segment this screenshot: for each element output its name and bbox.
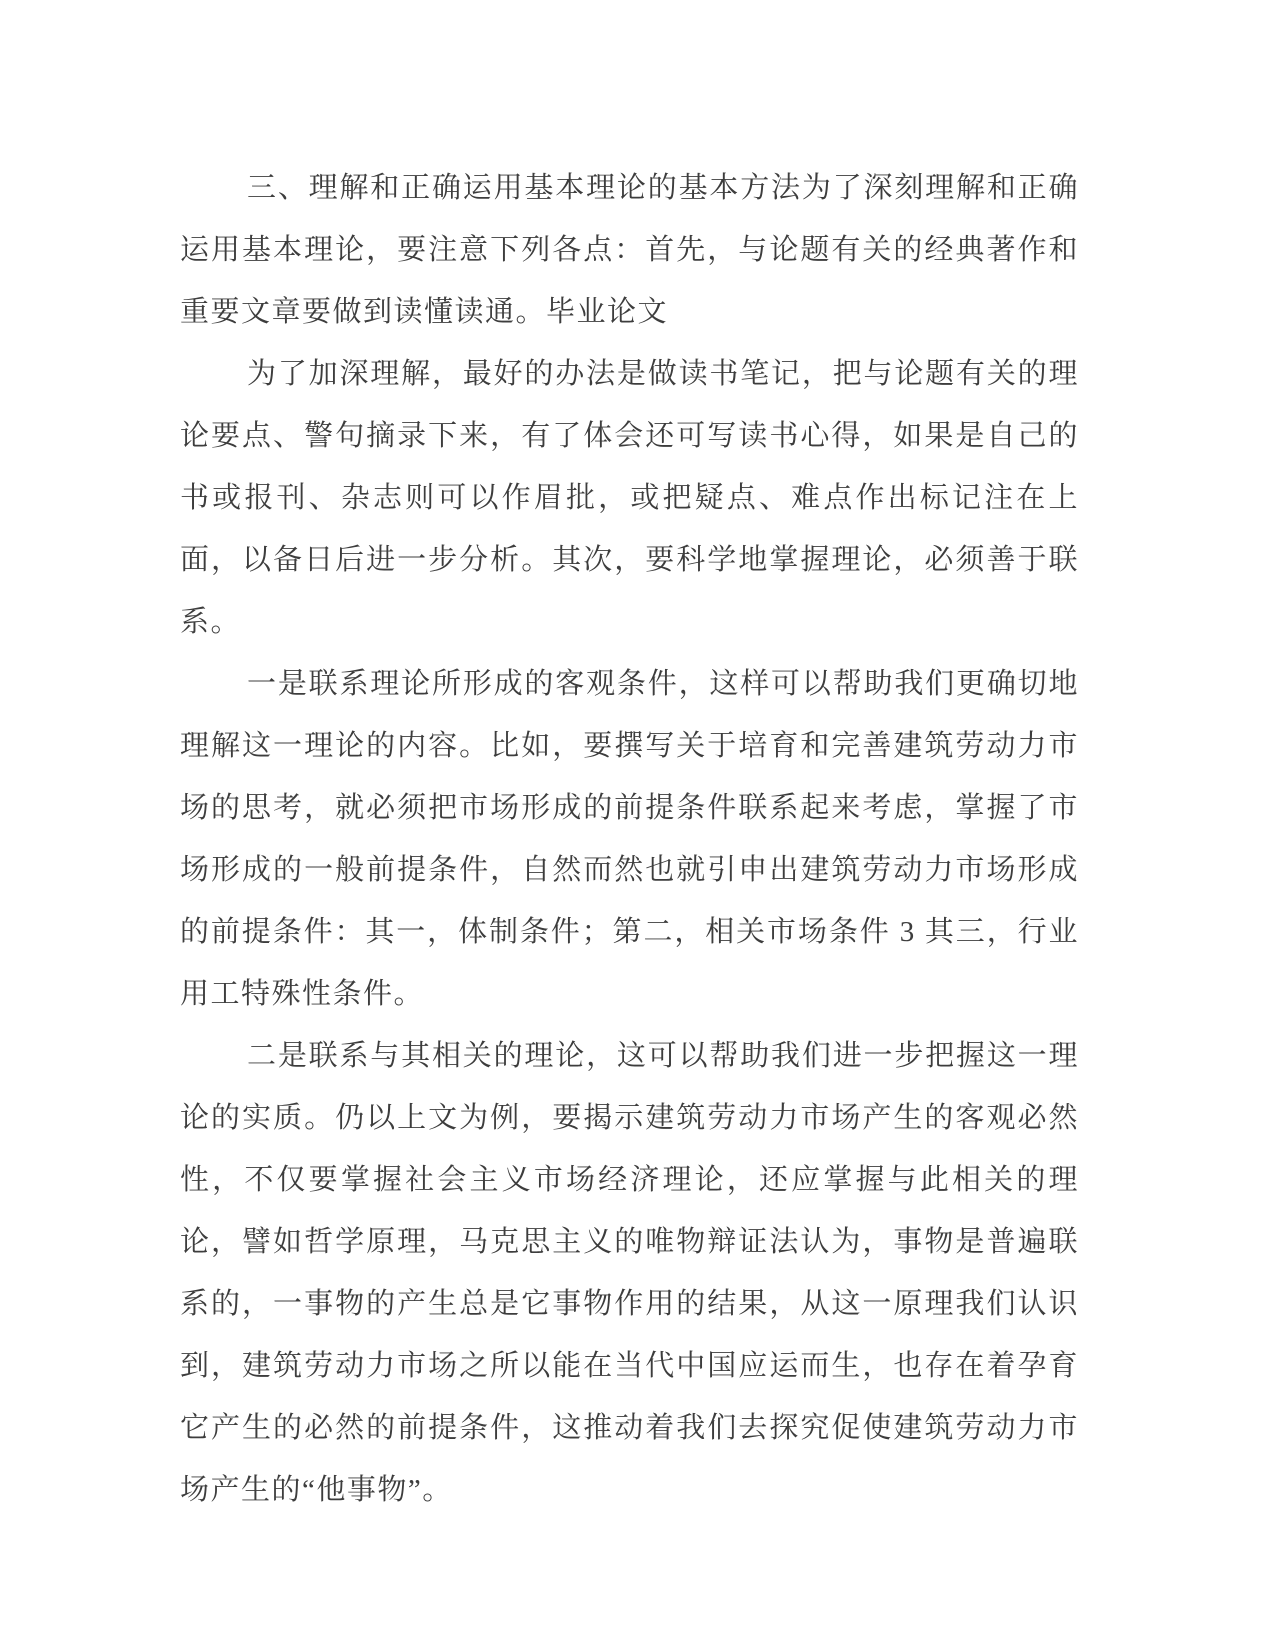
paragraph-1: 三、理解和正确运用基本理论的基本方法为了深刻理解和正确运用基本理论，要注意下列各点：首先，与论题有关的经典著作和重要文章要做到读懂读通。毕业论文 — [180, 172, 1079, 328]
paragraph-4: 二是联系与其相关的理论，这可以帮助我们进一步把握这一理论的实质。仍以上文为例，要揭示建筑劳动力市场产生的客观必然性，不仅要掌握社会主义市场经济理论，还应掌握与此相关的理论，譬如哲学原理，马克思主义的唯物辩证法认为，事物是普遍联系的，一事物的产生总是它事物作用的结果，从这一原理我们认识到，建筑劳动力市场之所以能在当代中国应运而生，也存在着孕育它产生的必然的前提条件，这推动着我们去探究促使建筑劳动力市场产生的“他事物”。 — [180, 1040, 1079, 1506]
paragraph-2: 为了加深理解，最好的办法是做读书笔记，把与论题有关的理论要点、警句摘录下来，有了体会还可写读书心得，如果是自己的书或报刊、杂志则可以作眉批，或把疑点、难点作出标记注在上面，以备日后进一步分析。其次，要科学地掌握理论，必须善于联系。 — [180, 358, 1079, 638]
paragraph-3: 一是联系理论所形成的客观条件，这样可以帮助我们更确切地理解这一理论的内容。比如，要撰写关于培育和完善建筑劳动力市场的思考，就必须把市场形成的前提条件联系起来考虑，掌握了市场形成的一般前提条件，自然而然也就引申出建筑劳动力市场形成的前提条件：其一，体制条件；第二，相关市场条件 3 其三，行业用工特殊性条件。 — [180, 668, 1079, 1010]
document-body — [180, 157, 1079, 1521]
